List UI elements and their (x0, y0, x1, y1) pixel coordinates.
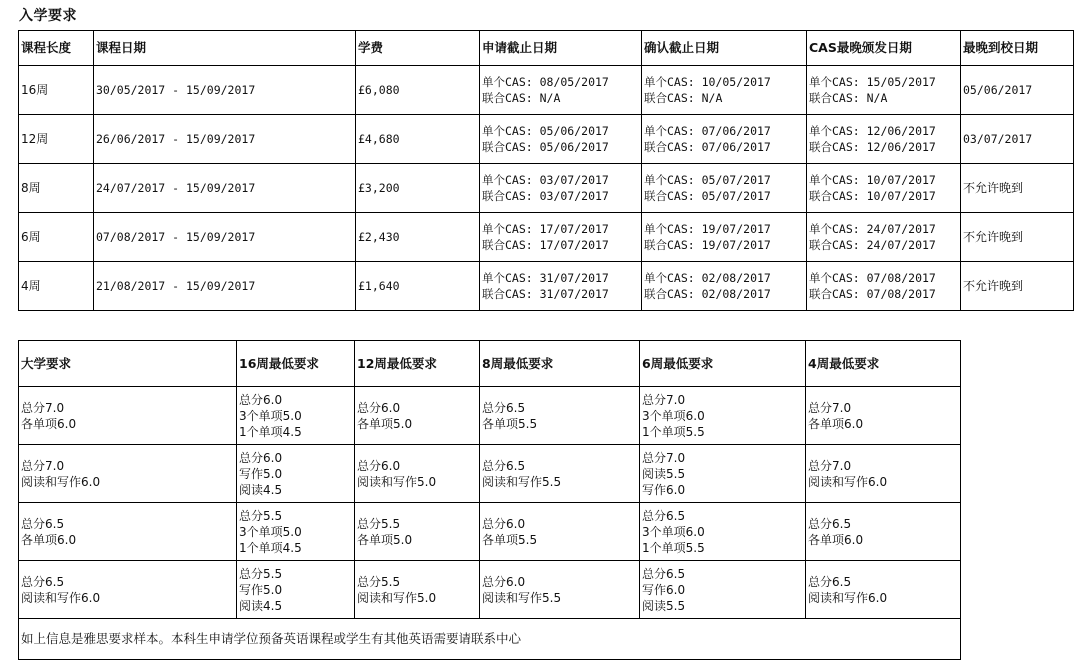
confirm-deadline-cell (642, 213, 807, 262)
course-length-cell: 16周 (19, 66, 94, 115)
column-header: 确认截止日期 (642, 31, 807, 66)
cell-line: 3个单项5.0 (239, 524, 302, 539)
cell-line: 单个CAS: 02/08/2017 (644, 271, 771, 285)
cell-line: 单个CAS: 12/06/2017 (809, 124, 936, 138)
cell-line: 总分5.5 (239, 508, 283, 523)
cell-line: 单个CAS: 19/07/2017 (644, 222, 771, 236)
cell-line: 联合CAS: 12/06/2017 (809, 140, 936, 154)
table-row (19, 115, 1074, 164)
cell-line: 单个CAS: 05/07/2017 (644, 173, 771, 187)
requirement-cell (355, 503, 480, 561)
cell-line: 阅读和写作6.0 (21, 474, 101, 489)
cell-line: 各单项5.0 (357, 532, 413, 547)
requirement-cell (480, 445, 640, 503)
cell-line: 总分6.5 (482, 458, 526, 473)
cas-deadline-cell (807, 66, 961, 115)
apply-deadline-cell (480, 262, 642, 311)
cell-line: 总分6.5 (808, 574, 852, 589)
requirements-table-header-row (19, 341, 961, 387)
cell-line: 联合CAS: 02/08/2017 (644, 287, 771, 301)
requirements-note: 如上信息是雅思要求样本。本科生申请学位预备英语课程或学生有其他英语需要请联系中心 (19, 619, 961, 660)
course-length-cell: 6周 (19, 213, 94, 262)
cell-line: 阅读和写作6.0 (21, 590, 101, 605)
cell-line: 联合CAS: 10/07/2017 (809, 189, 936, 203)
cas-deadline-cell (807, 262, 961, 311)
note-row (19, 619, 961, 660)
confirm-deadline-cell (642, 262, 807, 311)
cell-line: 总分5.5 (239, 566, 283, 581)
confirm-deadline-cell (642, 115, 807, 164)
cell-line: 阅读4.5 (239, 482, 283, 497)
cell-line: 各单项6.0 (21, 532, 77, 547)
requirement-cell (480, 387, 640, 445)
requirement-cell (237, 387, 355, 445)
cell-line: 总分7.0 (808, 400, 852, 415)
course-dates-cell: 30/05/2017 - 15/09/2017 (94, 66, 356, 115)
cell-line: 总分6.5 (21, 516, 65, 531)
cell-line: 总分6.0 (239, 392, 283, 407)
tuition-fee-cell: £2,430 (356, 213, 480, 262)
column-header: 课程日期 (94, 31, 356, 66)
cell-line: 1个单项5.5 (642, 424, 705, 439)
cell-line: 联合CAS: 05/07/2017 (644, 189, 771, 203)
cell-line: 总分6.0 (357, 400, 401, 415)
cell-line: 3个单项5.0 (239, 408, 302, 423)
column-header: 16周最低要求 (237, 341, 355, 387)
cell-line: 各单项6.0 (808, 416, 864, 431)
cell-line: 总分6.0 (482, 516, 526, 531)
cell-line: 单个CAS: 07/06/2017 (644, 124, 771, 138)
cell-line: 总分7.0 (642, 392, 686, 407)
cell-line: 单个CAS: 03/07/2017 (482, 173, 609, 187)
requirement-cell (19, 387, 237, 445)
column-header: 大学要求 (19, 341, 237, 387)
cell-line: 1个单项4.5 (239, 540, 302, 555)
apply-deadline-cell (480, 115, 642, 164)
cell-line: 阅读5.5 (642, 598, 686, 613)
tuition-fee-cell: £1,640 (356, 262, 480, 311)
cell-line: 阅读和写作5.0 (357, 474, 437, 489)
requirement-cell (806, 387, 961, 445)
column-header: 学费 (356, 31, 480, 66)
cell-line: 写作5.0 (239, 582, 283, 597)
cell-line: 单个CAS: 10/07/2017 (809, 173, 936, 187)
requirement-cell (640, 503, 806, 561)
tuition-fee-cell: £3,200 (356, 164, 480, 213)
cell-line: 单个CAS: 10/05/2017 (644, 75, 771, 89)
latest-arrival-cell: 05/06/2017 (961, 66, 1074, 115)
cell-line: 阅读和写作6.0 (808, 590, 888, 605)
cell-line: 总分6.0 (239, 450, 283, 465)
cell-line: 总分7.0 (808, 458, 852, 473)
cell-line: 3个单项6.0 (642, 408, 705, 423)
cell-line: 联合CAS: N/A (482, 91, 561, 105)
cell-line: 联合CAS: 31/07/2017 (482, 287, 609, 301)
cell-line: 各单项5.5 (482, 532, 538, 547)
cell-line: 各单项5.5 (482, 416, 538, 431)
cell-line: 写作6.0 (642, 482, 686, 497)
table-row (19, 66, 1074, 115)
table-row (19, 213, 1074, 262)
column-header: 最晚到校日期 (961, 31, 1074, 66)
cell-line: 联合CAS: 05/06/2017 (482, 140, 609, 154)
requirement-cell (806, 561, 961, 619)
cell-line: 总分7.0 (642, 450, 686, 465)
confirm-deadline-cell (642, 66, 807, 115)
cell-line: 总分6.5 (642, 566, 686, 581)
cell-line: 各单项6.0 (21, 416, 77, 431)
requirement-cell (19, 445, 237, 503)
cell-line: 联合CAS: 17/07/2017 (482, 238, 609, 252)
cell-line: 阅读和写作6.0 (808, 474, 888, 489)
cell-line: 单个CAS: 07/08/2017 (809, 271, 936, 285)
cas-deadline-cell (807, 164, 961, 213)
requirement-cell (640, 387, 806, 445)
cell-line: 写作6.0 (642, 582, 686, 597)
cell-line: 总分5.5 (357, 516, 401, 531)
cell-line: 总分7.0 (21, 458, 65, 473)
course-dates-cell: 24/07/2017 - 15/09/2017 (94, 164, 356, 213)
requirement-cell (19, 561, 237, 619)
latest-arrival-cell: 不允许晚到 (961, 164, 1074, 213)
requirement-cell (355, 561, 480, 619)
requirement-cell (237, 503, 355, 561)
requirement-cell (480, 503, 640, 561)
cell-line: 单个CAS: 24/07/2017 (809, 222, 936, 236)
table-row (19, 561, 961, 619)
course-dates-cell: 07/08/2017 - 15/09/2017 (94, 213, 356, 262)
cell-line: 阅读和写作5.5 (482, 474, 562, 489)
entry-requirements-table (18, 340, 961, 660)
cell-line: 总分6.5 (642, 508, 686, 523)
cell-line: 阅读4.5 (239, 598, 283, 613)
cell-line: 联合CAS: 03/07/2017 (482, 189, 609, 203)
cell-line: 联合CAS: 07/06/2017 (644, 140, 771, 154)
cell-line: 总分7.0 (21, 400, 65, 415)
column-header: 申请截止日期 (480, 31, 642, 66)
cell-line: 阅读和写作5.5 (482, 590, 562, 605)
cell-line: 各单项5.0 (357, 416, 413, 431)
cell-line: 联合CAS: N/A (809, 91, 888, 105)
cell-line: 阅读和写作5.0 (357, 590, 437, 605)
column-header: 课程长度 (19, 31, 94, 66)
cell-line: 联合CAS: 07/08/2017 (809, 287, 936, 301)
table-row (19, 387, 961, 445)
cell-line: 单个CAS: 31/07/2017 (482, 271, 609, 285)
requirement-cell (19, 503, 237, 561)
table-row (19, 445, 961, 503)
cell-line: 阅读5.5 (642, 466, 686, 481)
course-length-cell: 8周 (19, 164, 94, 213)
tuition-fee-cell: £4,680 (356, 115, 480, 164)
requirement-cell (806, 445, 961, 503)
cell-line: 3个单项6.0 (642, 524, 705, 539)
requirement-cell (480, 561, 640, 619)
cell-line: 联合CAS: 19/07/2017 (644, 238, 771, 252)
requirement-cell (640, 561, 806, 619)
column-header: 4周最低要求 (806, 341, 961, 387)
table-row (19, 262, 1074, 311)
cell-line: 总分6.5 (482, 400, 526, 415)
page-title: 入学要求 (19, 8, 77, 24)
course-table-header-row (19, 31, 1074, 66)
latest-arrival-cell: 03/07/2017 (961, 115, 1074, 164)
course-dates-cell: 21/08/2017 - 15/09/2017 (94, 262, 356, 311)
cas-deadline-cell (807, 115, 961, 164)
cell-line: 单个CAS: 17/07/2017 (482, 222, 609, 236)
apply-deadline-cell (480, 213, 642, 262)
cell-line: 总分6.5 (21, 574, 65, 589)
cell-line: 总分6.0 (357, 458, 401, 473)
cell-line: 单个CAS: 15/05/2017 (809, 75, 936, 89)
tuition-fee-cell: £6,080 (356, 66, 480, 115)
apply-deadline-cell (480, 164, 642, 213)
requirement-cell (237, 561, 355, 619)
course-schedule-table (18, 30, 1074, 311)
course-length-cell: 4周 (19, 262, 94, 311)
column-header: CAS最晚颁发日期 (807, 31, 961, 66)
requirement-cell (640, 445, 806, 503)
column-header: 6周最低要求 (640, 341, 806, 387)
cell-line: 1个单项5.5 (642, 540, 705, 555)
cell-line: 写作5.0 (239, 466, 283, 481)
cell-line: 总分6.5 (808, 516, 852, 531)
cell-line: 单个CAS: 05/06/2017 (482, 124, 609, 138)
latest-arrival-cell: 不允许晚到 (961, 213, 1074, 262)
apply-deadline-cell (480, 66, 642, 115)
cell-line: 1个单项4.5 (239, 424, 302, 439)
cell-line: 联合CAS: 24/07/2017 (809, 238, 936, 252)
table-row (19, 164, 1074, 213)
requirement-cell (355, 445, 480, 503)
requirement-cell (355, 387, 480, 445)
column-header: 8周最低要求 (480, 341, 640, 387)
cell-line: 单个CAS: 08/05/2017 (482, 75, 609, 89)
requirement-cell (237, 445, 355, 503)
cas-deadline-cell (807, 213, 961, 262)
table-row (19, 503, 961, 561)
requirement-cell (806, 503, 961, 561)
column-header: 12周最低要求 (355, 341, 480, 387)
cell-line: 总分5.5 (357, 574, 401, 589)
cell-line: 各单项6.0 (808, 532, 864, 547)
course-length-cell: 12周 (19, 115, 94, 164)
cell-line: 总分6.0 (482, 574, 526, 589)
latest-arrival-cell: 不允许晚到 (961, 262, 1074, 311)
cell-line: 联合CAS: N/A (644, 91, 723, 105)
course-dates-cell: 26/06/2017 - 15/09/2017 (94, 115, 356, 164)
confirm-deadline-cell (642, 164, 807, 213)
